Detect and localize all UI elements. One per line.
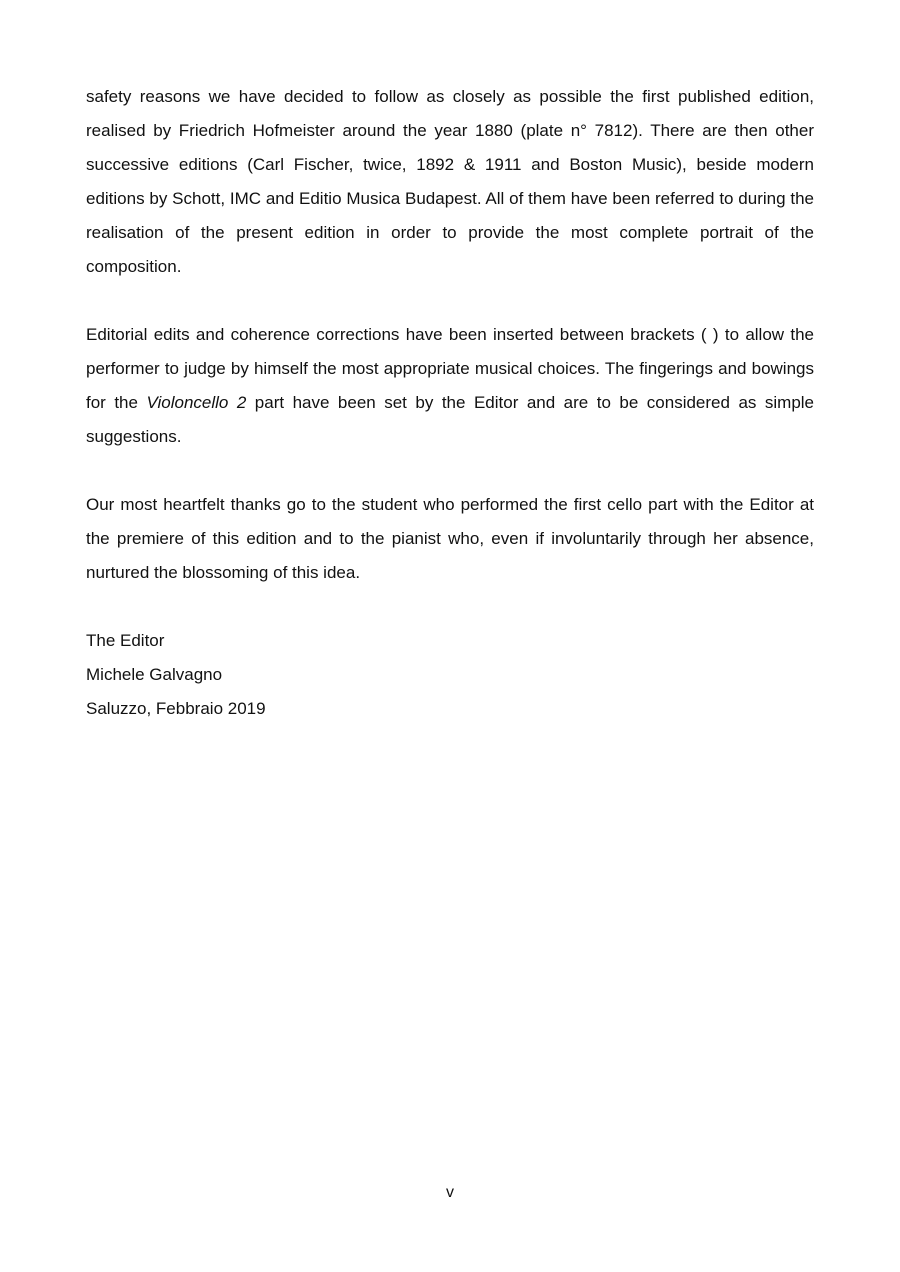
signature-name: Michele Galvagno: [86, 665, 223, 684]
signature-role: The Editor: [86, 631, 165, 650]
document-page: [86, 80, 814, 726]
paragraph-editorial-notes: [86, 318, 814, 454]
paragraph-editorial-notes-part-2: part have been set by the Editor and are to be considered as simple suggestions.: [86, 393, 815, 446]
page-number: v: [446, 1184, 454, 1201]
instrument-name-italic: Violoncello 2: [146, 393, 247, 412]
paragraph-editorial-notes-part-1: Editorial edits and coherence corrections have been inserted between brackets ( ) to allow the performer to judge by himself the most appropriate musical choices. The fingerings and bowings for the: [86, 325, 814, 412]
paragraph-editions: safety reasons we have decided to follow as closely as possible the first published edition, realised by Friedrich Hofmeister around the year 1880 (plate n° 7812). There are then other successive editions (Carl Fischer, twice, 1892 & 1911 and Boston Music), beside modern editions by Schott, IMC and Editio Musica Budapest. All of them have been referred to during the realisation of the present edition in order to provide the most complete portrait of the composition.: [86, 87, 814, 276]
signature-place-date: Saluzzo, Febbraio 2019: [86, 699, 266, 718]
paragraph-acknowledgements: Our most heartfelt thanks go to the student who performed the first cello part with the Editor at the premiere of this edition and to the pianist who, even if involuntarily through her absence, nurtured the blossoming of this idea.: [86, 495, 814, 582]
signature-block: [86, 624, 814, 726]
